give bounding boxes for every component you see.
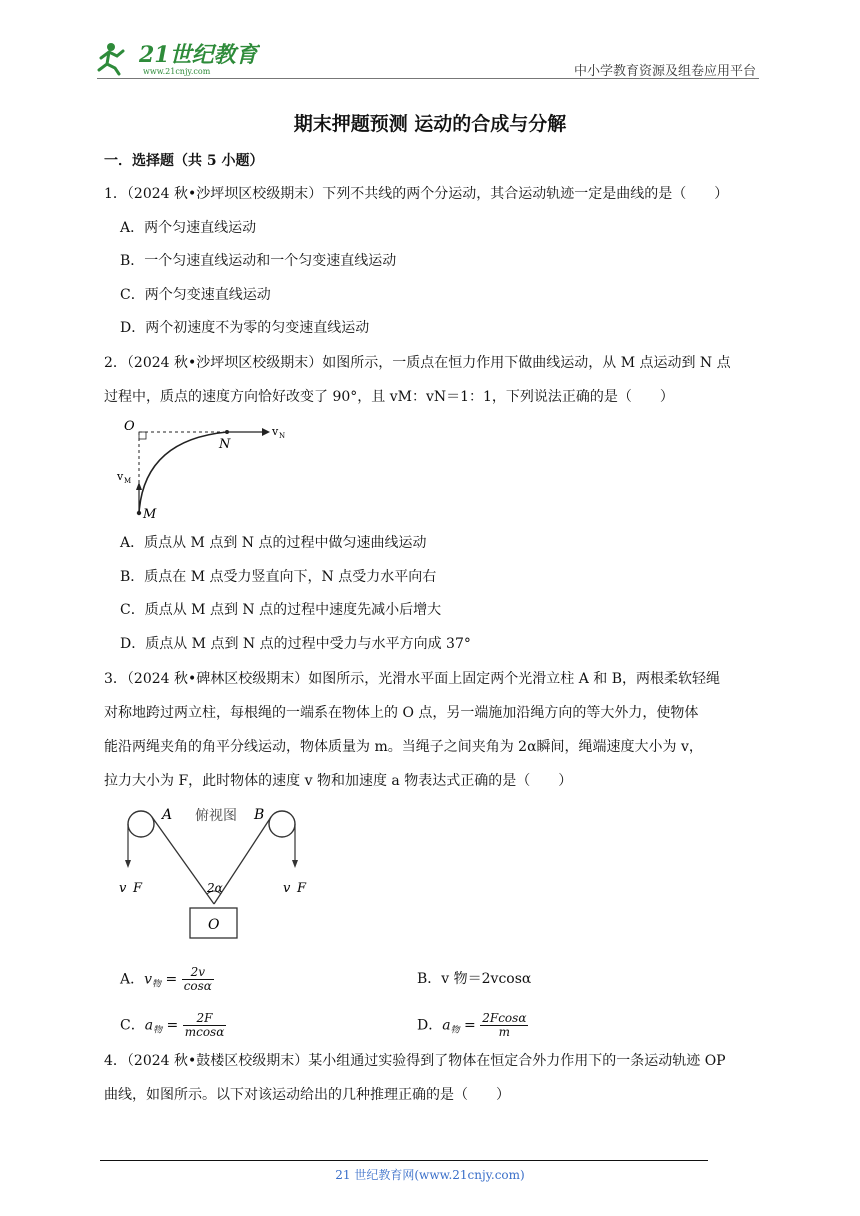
question-3-stem-line-4: 拉力大小为 F，此时物体的速度 v 物和加速度 a 物表达式正确的是（ ）	[104, 773, 573, 789]
svg-text:A: A	[162, 807, 173, 823]
question-3-option-a: A．$v_物$ = $\frac{2v}{\cos\alpha}$	[120, 965, 212, 993]
question-3-option-d: D．$a_物$ = $\frac{2Fcos\alpha}{m}$	[417, 1011, 527, 1039]
svg-text:M: M	[143, 507, 157, 522]
footer-link[interactable]: 21 世纪教育网(www.21cnjy.com)	[335, 1168, 525, 1182]
question-3-stem-line-2: 对称地跨过两立柱，每根绳的一端系在物体上的 O 点，另一端施加沿绳方向的等大外力，使物体	[104, 705, 699, 721]
logo-text: 21世纪教育	[139, 42, 258, 68]
header-divider	[97, 78, 759, 79]
question-3-stem-line-3: 能沿两绳夹角的角平分线运动，物体质量为 m。当绳子之间夹角为 2α瞬间，绳端速度大小为 v，	[104, 739, 703, 755]
question-3-option-b: B．v 物＝2vcosα	[417, 971, 532, 987]
svg-text:N: N	[279, 432, 286, 440]
page-title: 期末押题预测 运动的合成与分解	[293, 113, 567, 135]
question-4-stem-line-1: 4．（2024 秋•鼓楼区校级期末）某小组通过实验得到了物体在恒定合外力作用下的一条运动轨迹 OP	[104, 1053, 726, 1069]
question-1-option-d: D．两个初速度不为零的匀变速直线运动	[120, 320, 370, 336]
question-2-stem-line-2: 过程中，质点的速度方向恰好改变了 90°，且 vM：vN＝1：1，下列说法正确的是（ ）	[104, 389, 674, 405]
svg-text:v: v	[283, 881, 291, 896]
svg-text:俯视图: 俯视图	[195, 808, 237, 824]
svg-text:N: N	[219, 437, 231, 452]
question-3-figure	[116, 800, 312, 945]
question-4-stem-line-2: 曲线，如图所示。以下对该运动给出的几种推理正确的是（ ）	[104, 1087, 510, 1103]
svg-text:M: M	[124, 477, 132, 485]
svg-text:v: v	[272, 425, 279, 438]
logo-url: www.21cnjy.com	[143, 67, 211, 76]
question-2-option-a: A．质点从 M 点到 N 点的过程中做匀速曲线运动	[120, 535, 427, 551]
question-1-stem: 1．（2024 秋•沙坪坝区校级期末）下列不共线的两个分运动，其合运动轨迹一定是曲线的是（ ）	[104, 186, 729, 202]
question-2-option-c: C．质点从 M 点到 N 点的过程中速度先减小后增大	[120, 602, 442, 618]
question-2-option-d: D．质点从 M 点到 N 点的过程中受力与水平方向成 37°	[120, 636, 471, 652]
question-1-option-a: A．两个匀速直线运动	[120, 220, 257, 236]
question-1-option-b: B．一个匀速直线运动和一个匀变速直线运动	[120, 253, 397, 269]
question-1-option-c: C．两个匀变速直线运动	[120, 287, 271, 303]
header-platform-text: 中小学教育资源及组卷应用平台	[573, 64, 756, 79]
question-2-figure	[112, 418, 292, 522]
svg-text:2α: 2α	[207, 881, 223, 895]
question-3-stem-line-1: 3．（2024 秋•碑林区校级期末）如图所示，光滑水平面上固定两个光滑立柱 A 和 B，两根柔软轻绳	[104, 671, 720, 687]
section-heading: 一．选择题（共 5 小题）	[104, 153, 264, 169]
question-2-option-b: B．质点在 M 点受力竖直向下，N 点受力水平向右	[120, 569, 437, 585]
question-2-stem-line-1: 2．（2024 秋•沙坪坝区校级期末）如图所示，一质点在恒力作用下做曲线运动，从 M 点运动到 N 点	[104, 355, 731, 371]
svg-text:O: O	[124, 419, 135, 434]
svg-text:F: F	[133, 881, 143, 896]
svg-text:F: F	[297, 881, 307, 896]
svg-text:O: O	[208, 917, 220, 933]
question-3-option-c: C．$a_物$ = $\frac{2F}{mcos\alpha}$	[120, 1011, 225, 1039]
svg-text:v: v	[117, 470, 124, 483]
svg-text:B: B	[254, 807, 265, 823]
runner-icon	[99, 43, 123, 74]
site-logo	[95, 38, 260, 78]
svg-text:v: v	[119, 881, 127, 896]
footer-divider	[100, 1160, 708, 1161]
